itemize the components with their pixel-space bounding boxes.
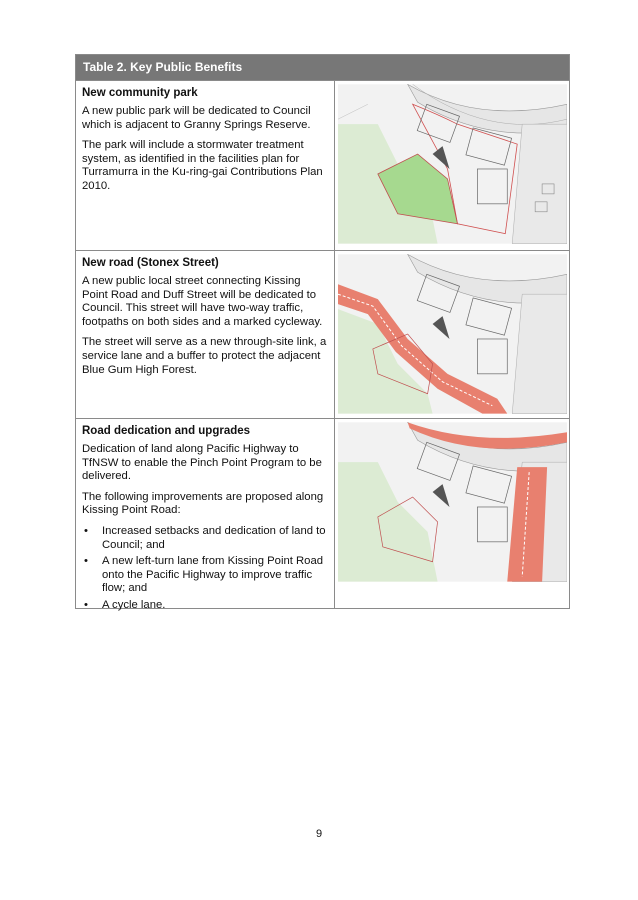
row-heading: New road (Stonex Street) [82,257,219,269]
row-heading: New community park [82,87,198,99]
table-title: Table 2. Key Public Benefits [76,55,569,80]
site-plan-park [335,81,569,250]
row-text-cell [76,419,335,611]
site-plan-upgrades [335,419,569,608]
table-row-new-road [76,250,569,418]
page-number: 9 [315,828,323,840]
site-plan-road [335,251,569,418]
row-text-cell [76,81,335,250]
row-paragraph: A new public park will be dedicated to Council which is adjacent to Granny Springs Reserve. [82,105,311,131]
improvements-list [82,525,328,613]
row-paragraph: Dedication of land along Pacific Highway to TfNSW to enable the Pinch Point Program to be delivered. [82,443,322,483]
list-item: • A new left-turn lane from Kissing Point Road onto the Pacific Highway to improve traffic flow; and [82,555,328,596]
row-text-cell [76,251,335,418]
table-row-community-park [76,80,569,250]
row-paragraph: The park will include a stormwater treatment system, as identified in the facilities plan for Turramurra in the Ku-ring-gai Contributions Plan 2010. [82,139,323,192]
list-item: • A cycle lane. [82,599,328,613]
row-paragraph: The street will serve as a new through-site link, a service lane and a buffer to protect the adjacent Blue Gum High Forest. [82,336,327,376]
row-heading: Road dedication and upgrades [82,425,251,437]
list-item: • Increased setbacks and dedication of land to Council; and [82,525,328,552]
table-row-road-dedication [76,418,569,611]
row-paragraph: A new public local street connecting Kissing Point Road and Duff Street will be dedicated to Council. This street will have two-way traffic, footpaths on both sides and a marked cycleway. [82,275,323,328]
key-public-benefits-table [75,54,570,609]
row-paragraph: The following improvements are proposed along Kissing Point Road: [82,490,324,517]
